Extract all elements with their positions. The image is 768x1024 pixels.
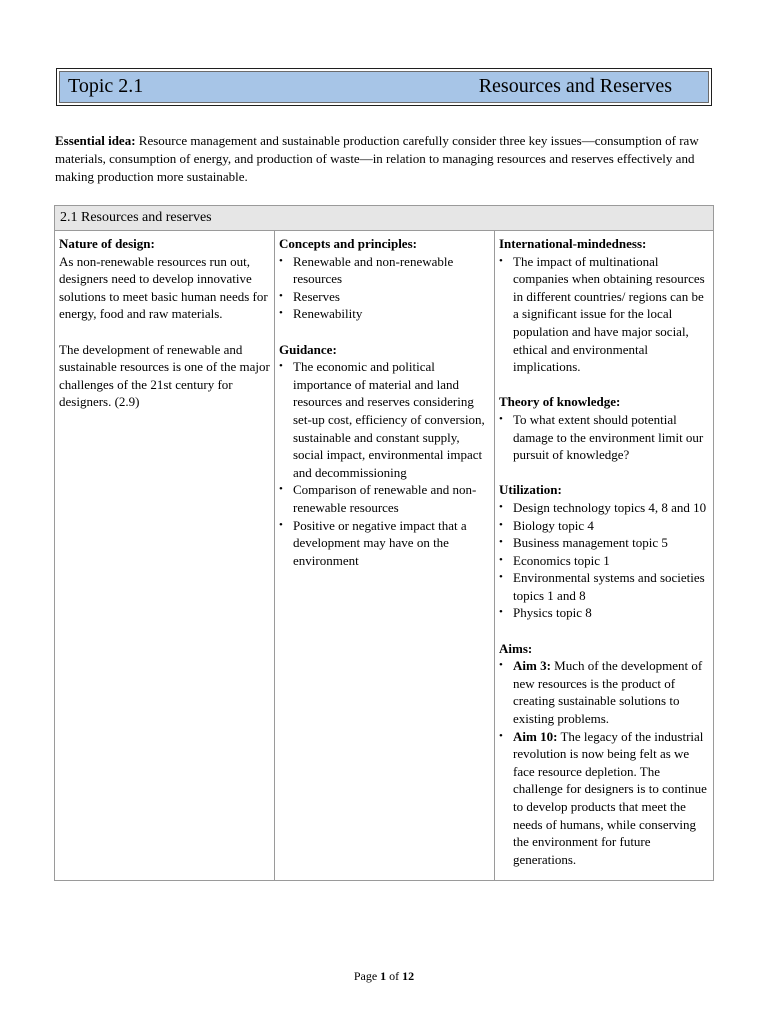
bullet-icon: • — [499, 606, 503, 619]
aims-heading: Aims: — [499, 640, 533, 656]
tok-list — [499, 411, 709, 464]
bullet-icon: • — [499, 518, 503, 531]
list-item: • Business management topic 5 — [499, 535, 668, 551]
list-item: • The economic and political importance of material and land resources and reserves considering set-up cost, efficiency of conversion, sustainable and constant supply, social impact, environmental impact and decommissioning — [279, 359, 485, 480]
essential-idea — [55, 132, 715, 186]
essential-idea-label: Essential idea: — [55, 133, 136, 148]
list-item: • Comparison of renewable and non-renewable resources — [279, 482, 477, 515]
page-total: 12 — [402, 969, 415, 983]
bullet-icon: • — [499, 659, 503, 672]
utilization-list — [499, 499, 709, 622]
concepts-list — [279, 253, 490, 323]
aims-list — [499, 657, 709, 868]
bullet-icon: • — [279, 307, 283, 320]
bullet-icon: • — [279, 518, 283, 531]
page-footer — [0, 969, 768, 984]
concepts-heading: Concepts and principles: — [279, 236, 417, 251]
list-item: • Physics topic 8 — [499, 605, 592, 621]
column-international — [495, 231, 713, 880]
list-item: • Design technology topics 4, 8 and 10 — [499, 499, 707, 515]
bullet-icon: • — [499, 729, 503, 742]
bullet-icon: • — [499, 412, 503, 425]
list-item: • The impact of multinational companies when obtaining resources in different countries/ regions can be a significant issue for the local population and have major social, ethical and environmental implications. — [499, 253, 705, 375]
bullet-icon: • — [499, 500, 503, 513]
list-item: • Aim 3: Much of the development of new resources is the product of creating sustainable solutions to existing problems. — [499, 658, 703, 727]
bullet-icon: • — [499, 254, 503, 267]
syllabus-table — [54, 205, 714, 881]
bullet-icon: • — [279, 483, 283, 496]
column-nature-of-design — [55, 231, 275, 880]
bullet-icon: • — [279, 289, 283, 302]
page-of: of — [389, 969, 400, 983]
list-item: • Reserves — [279, 288, 340, 304]
page-word: Page — [353, 969, 378, 983]
bullet-icon: • — [499, 571, 503, 584]
list-item: • Environmental systems and societies topics 1 and 8 — [499, 570, 705, 603]
list-item: • Biology topic 4 — [499, 517, 594, 533]
guidance-list — [279, 358, 490, 569]
list-item: • Economics topic 1 — [499, 552, 610, 568]
tok-heading: Theory of knowledge: — [499, 394, 621, 410]
list-item: • Aim 10: The legacy of the industrial revolution is now being felt as we face resource depletion. The challenge for designers is to continue to develop products that meet the needs of humans, while conserving the environment for future generations. — [499, 728, 707, 867]
list-item: • Positive or negative impact that a development may have on the environment — [279, 517, 467, 568]
guidance-heading: Guidance: — [279, 341, 337, 357]
bullet-icon: • — [499, 536, 503, 549]
table-header: 2.1 Resources and reserves — [55, 206, 713, 231]
nature-paragraph-2: The development of renewable and sustainable resources is one of the major challenges of the 21st century for designers. (2.9) — [59, 341, 270, 410]
topic-banner — [56, 68, 712, 106]
nature-heading: Nature of design: — [59, 236, 155, 251]
international-list — [499, 253, 709, 376]
topic-number: Topic 2.1 — [68, 75, 144, 97]
topic-title: Resources and Reserves — [478, 75, 672, 97]
column-concepts — [275, 231, 495, 880]
bullet-icon: • — [499, 553, 503, 566]
essential-idea-text: Resource management and sustainable production carefully consider three key issues—consumption of raw materials, consumption of energy, and production of waste—in relation to managing resources and reserves effectively and making production more sustainable. — [55, 133, 699, 184]
bullet-icon: • — [279, 254, 283, 267]
page-current: 1 — [380, 969, 387, 983]
list-item: • To what extent should potential damage to the environment limit our pursuit of knowledge? — [499, 411, 704, 463]
list-item: • Renewability — [279, 306, 363, 322]
bullet-icon: • — [279, 360, 283, 373]
list-item: • Renewable and non-renewable resources — [279, 253, 454, 287]
international-heading: International-mindedness: — [499, 236, 647, 251]
utilization-heading: Utilization: — [499, 482, 562, 498]
nature-paragraph-1: As non-renewable resources run out, designers need to develop innovative solutions to meet basic human needs for energy, food and raw materials. — [59, 253, 268, 322]
